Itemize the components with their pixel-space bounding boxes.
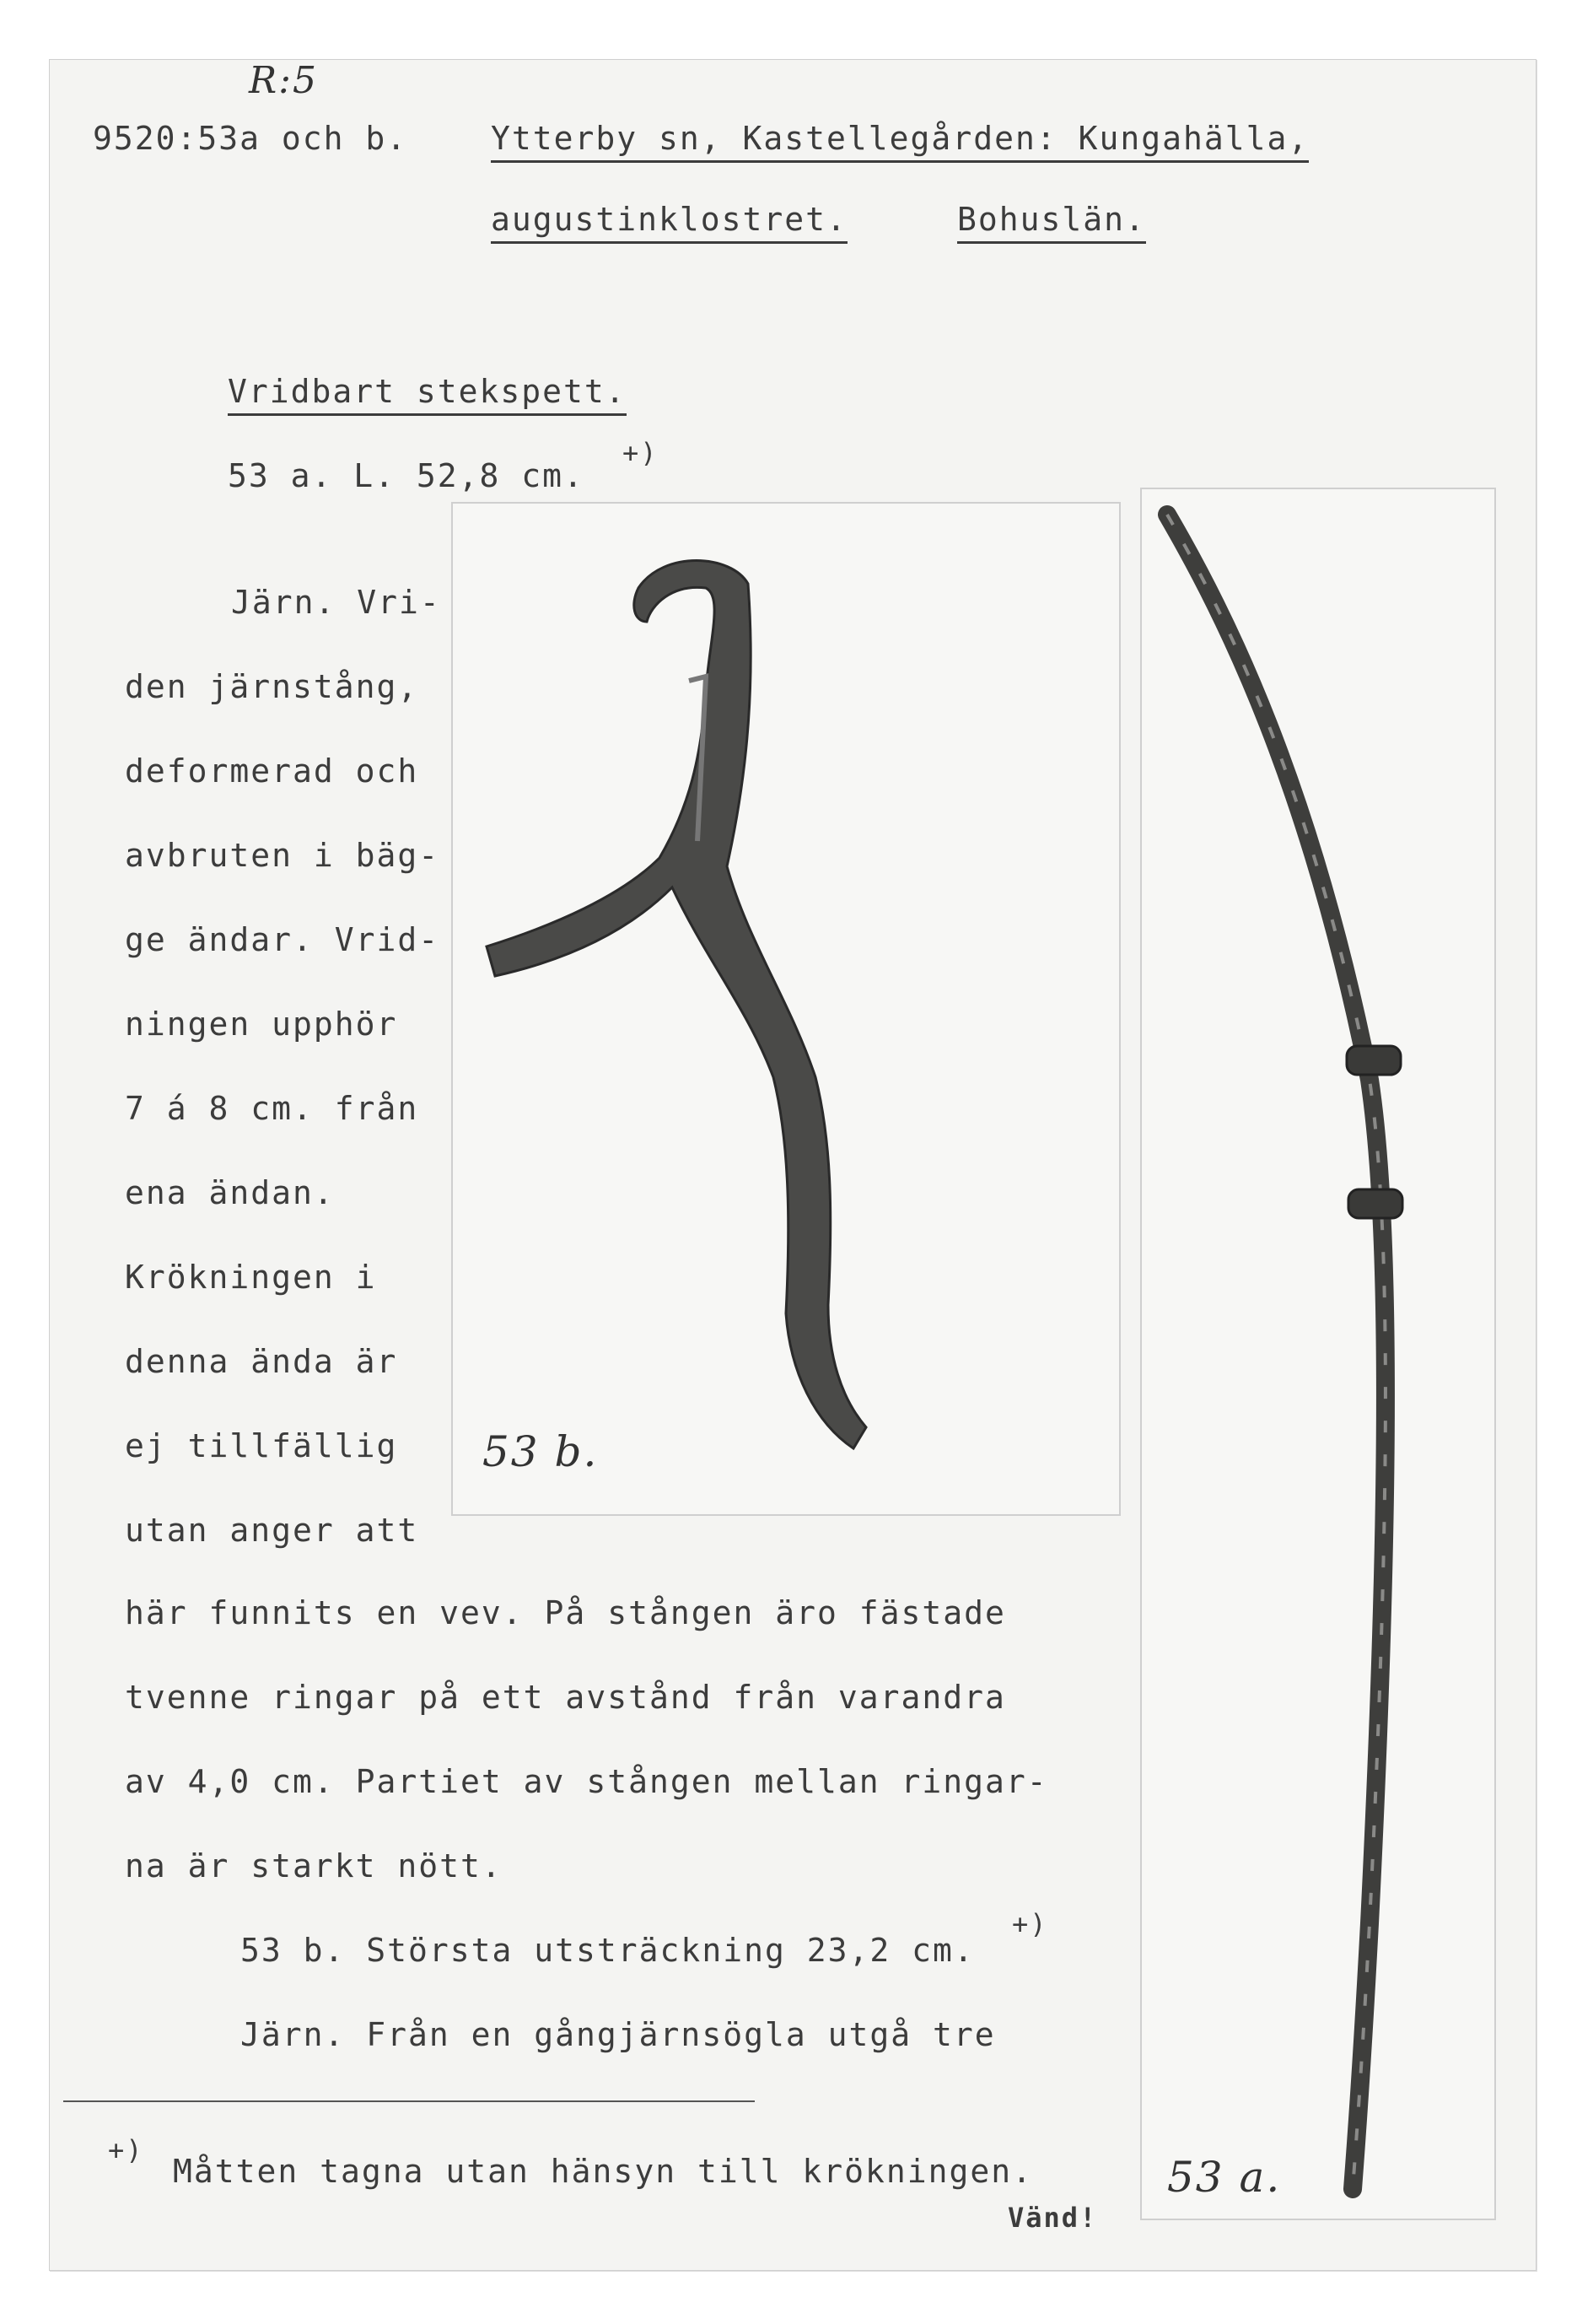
desc-line: deformerad och bbox=[125, 752, 419, 790]
turn-note: Vänd! bbox=[1008, 2202, 1098, 2234]
archive-number: R:5 bbox=[249, 59, 318, 102]
hinge-fitting-image bbox=[453, 504, 1119, 1514]
site-line-1: Ytterby sn, Kastellegården: Kungahälla, bbox=[491, 120, 1309, 163]
desc-line: na är starkt nött. bbox=[125, 1847, 503, 1885]
photo-53b bbox=[451, 502, 1121, 1516]
desc-line: Krökningen i bbox=[125, 1259, 377, 1296]
photo-53a bbox=[1140, 488, 1496, 2220]
desc-line: avbruten i bäg- bbox=[125, 837, 440, 874]
desc-line: 7 á 8 cm. från bbox=[125, 1090, 419, 1127]
desc-line: ej tillfällig bbox=[125, 1427, 398, 1464]
desc-line: ena ändan. bbox=[125, 1174, 335, 1211]
desc-line: av 4,0 cm. Partiet av stången mellan ringar- bbox=[125, 1763, 1048, 1800]
object-title: Vridbart stekspett. bbox=[228, 373, 627, 416]
measure-a: 53 a. L. 52,8 cm. bbox=[228, 457, 584, 494]
measure-a-footnote-marker: +) bbox=[622, 437, 659, 469]
desc-line: ningen upphör bbox=[125, 1006, 398, 1043]
province: Bohuslän. bbox=[957, 201, 1146, 244]
footnote-rule bbox=[63, 2100, 755, 2102]
site-line-2: augustinklostret. bbox=[491, 201, 848, 244]
desc-line: denna ända är bbox=[125, 1343, 398, 1380]
desc-line: utan anger att bbox=[125, 1512, 419, 1549]
footnote-text: Måtten tagna utan hänsyn till krökningen. bbox=[173, 2153, 1033, 2190]
desc-line: tvenne ringar på ett avstånd från varandra bbox=[125, 1679, 1006, 1716]
measure-b: 53 b. Största utsträckning 23,2 cm. bbox=[240, 1932, 975, 1969]
desc-line: den järnstång, bbox=[125, 668, 419, 705]
desc-line: här funnits en vev. På stången äro fästade bbox=[125, 1594, 1006, 1631]
photo-53b-label: 53 b. bbox=[482, 1427, 599, 1476]
catalog-number: 9520:53a och b. bbox=[93, 120, 408, 157]
desc-line: ge ändar. Vrid- bbox=[125, 921, 440, 958]
footnote-marker: +) bbox=[108, 2134, 144, 2166]
roasting-spit-image bbox=[1142, 489, 1494, 2219]
desc-line: Järn. Vri- bbox=[231, 584, 441, 621]
photo-53a-label: 53 a. bbox=[1167, 2153, 1282, 2202]
description-b: Järn. Från en gångjärnsögla utgå tre bbox=[240, 2016, 996, 2053]
measure-b-footnote-marker: +) bbox=[1012, 1908, 1048, 1940]
